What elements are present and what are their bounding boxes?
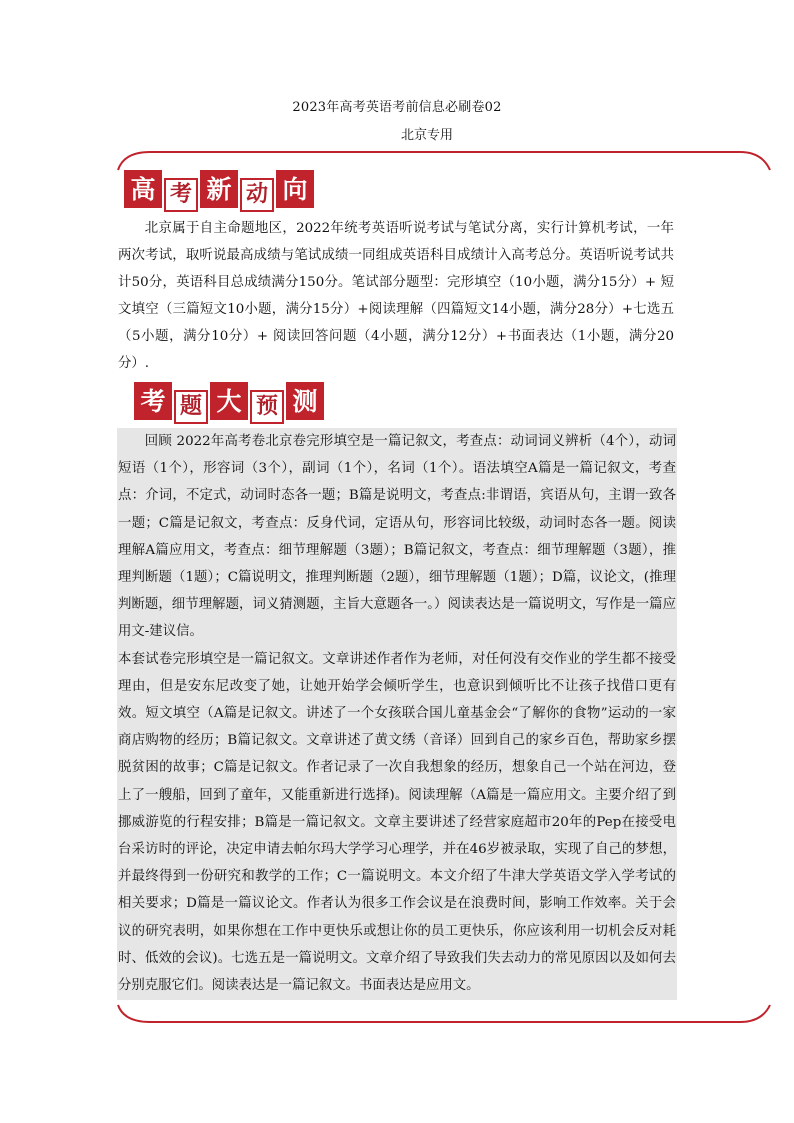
heading-char: 向	[276, 170, 314, 208]
heading-char: 新	[200, 170, 238, 208]
heading-char: 测	[286, 382, 324, 420]
heading-char: 动	[240, 178, 274, 212]
document-subtitle: 北京专用	[400, 128, 453, 143]
section-heading-new-trends	[124, 170, 314, 208]
section2-paragraph-paper: 本套试卷完形填空是一篇记叙文。文章讲述作者作为老师，对任何没有交作业的学生都不接受理由，但是安东尼改变了她，让她开始学会倾听学生，也意识到倾听比不让孩子找借口更有效。短文填空（A篇是记叙文。讲述了一个女孩联合国儿童基金会“了解你的食物”运动的一家商店购物的经历；B篇记叙文。文章讲述了黄文绣（音译）回到自己的家乡百色，帮助家乡摆脱贫困的故事；C篇是记叙文。作者记录了一次自我想象的经历，想象自己一个站在河边，登上了一艘船，回到了童年，又能重新进行选择)。阅读理解（A篇是一篇应用文。主要介绍了到挪威游览的行程安排；B篇是一篇记叙文。文章主要讲述了经营家庭超市20年的Pep在接受电台采访时的评论，决定申请去帕尔玛大学学习心理学，并在46岁被录取，实现了自己的梦想，并最终得到一份研究和教学的工作；C一篇说明文。本文介绍了牛津大学英语文学入学考试的相关要求；D篇是一篇议论文。作者认为很多工作会议是在浪费时间，影响工作效率。关于会议的研究表明，如果你想在工作中更快乐或想让你的员工更快乐，你应该利用一切机会反对耗时、低效的会议)。七选五是一篇说明文。文章介绍了导致我们失去动力的常见原因以及如何去分别克服它们。阅读表达是一篇记叙文。书面表达是应用文。	[118, 651, 676, 994]
section-heading-exam-prediction	[134, 382, 324, 420]
heading-char: 考	[134, 382, 172, 420]
document-title: 2023年高考英语考前信息必刷卷02	[292, 100, 502, 115]
section2-body	[118, 428, 676, 999]
heading-char: 题	[174, 390, 208, 424]
heading-char: 预	[250, 390, 284, 424]
section2-paragraph-review: 回顾 2022年高考卷北京卷完形填空是一篇记叙文，考查点：动词词义辨析（4个），动词短语（1个），形容词（3个），副词（1个），名词（1个）。语法填空A篇是一篇记叙文，考查点：介词，不定式，动词时态各一题；B篇是说明文，考查点:非谓语，宾语从句，主谓一致各一题；C篇是记叙文，考查点：反身代词，定语从句，形容词比较级，动词时态各一题。阅读理解A篇应用文，考查点：细节理解题（3题）；B篇记叙文，考查点：细节理解题（3题），推理判断题（1题）；C篇说明文，推理判断题（2题），细节理解题（1题）；D篇，议论文，(推理判断题，细节理解题，词义猜测题，主旨大意题各一。）阅读表达是一篇说明文，写作是一篇应用文-建议信。	[118, 434, 676, 640]
top-frame-curve	[118, 152, 770, 170]
heading-char: 高	[124, 170, 162, 208]
heading-char: 大	[210, 382, 248, 420]
section1-paragraph: 北京属于自主命题地区，2022年统考英语听说考试与笔试分离，实行计算机考试，一年两次考试，取听说最高成绩与笔试成绩一同组成英语科目成绩计入高考总分。英语听说考试共计50分，英语科目总成绩满分150分。笔试部分题型：完形填空（10小题，满分15分）+ 短文填空（三篇短文10小题，满分15分）+阅读理解（四篇短文14小题，满分28分）+七选五（5小题，满分10分）+ 阅读回答问题（4小题，满分12分）+书面表达（1小题，满分20分）.	[118, 221, 674, 371]
bottom-frame-curve	[118, 1005, 770, 1022]
heading-char: 考	[164, 178, 198, 212]
